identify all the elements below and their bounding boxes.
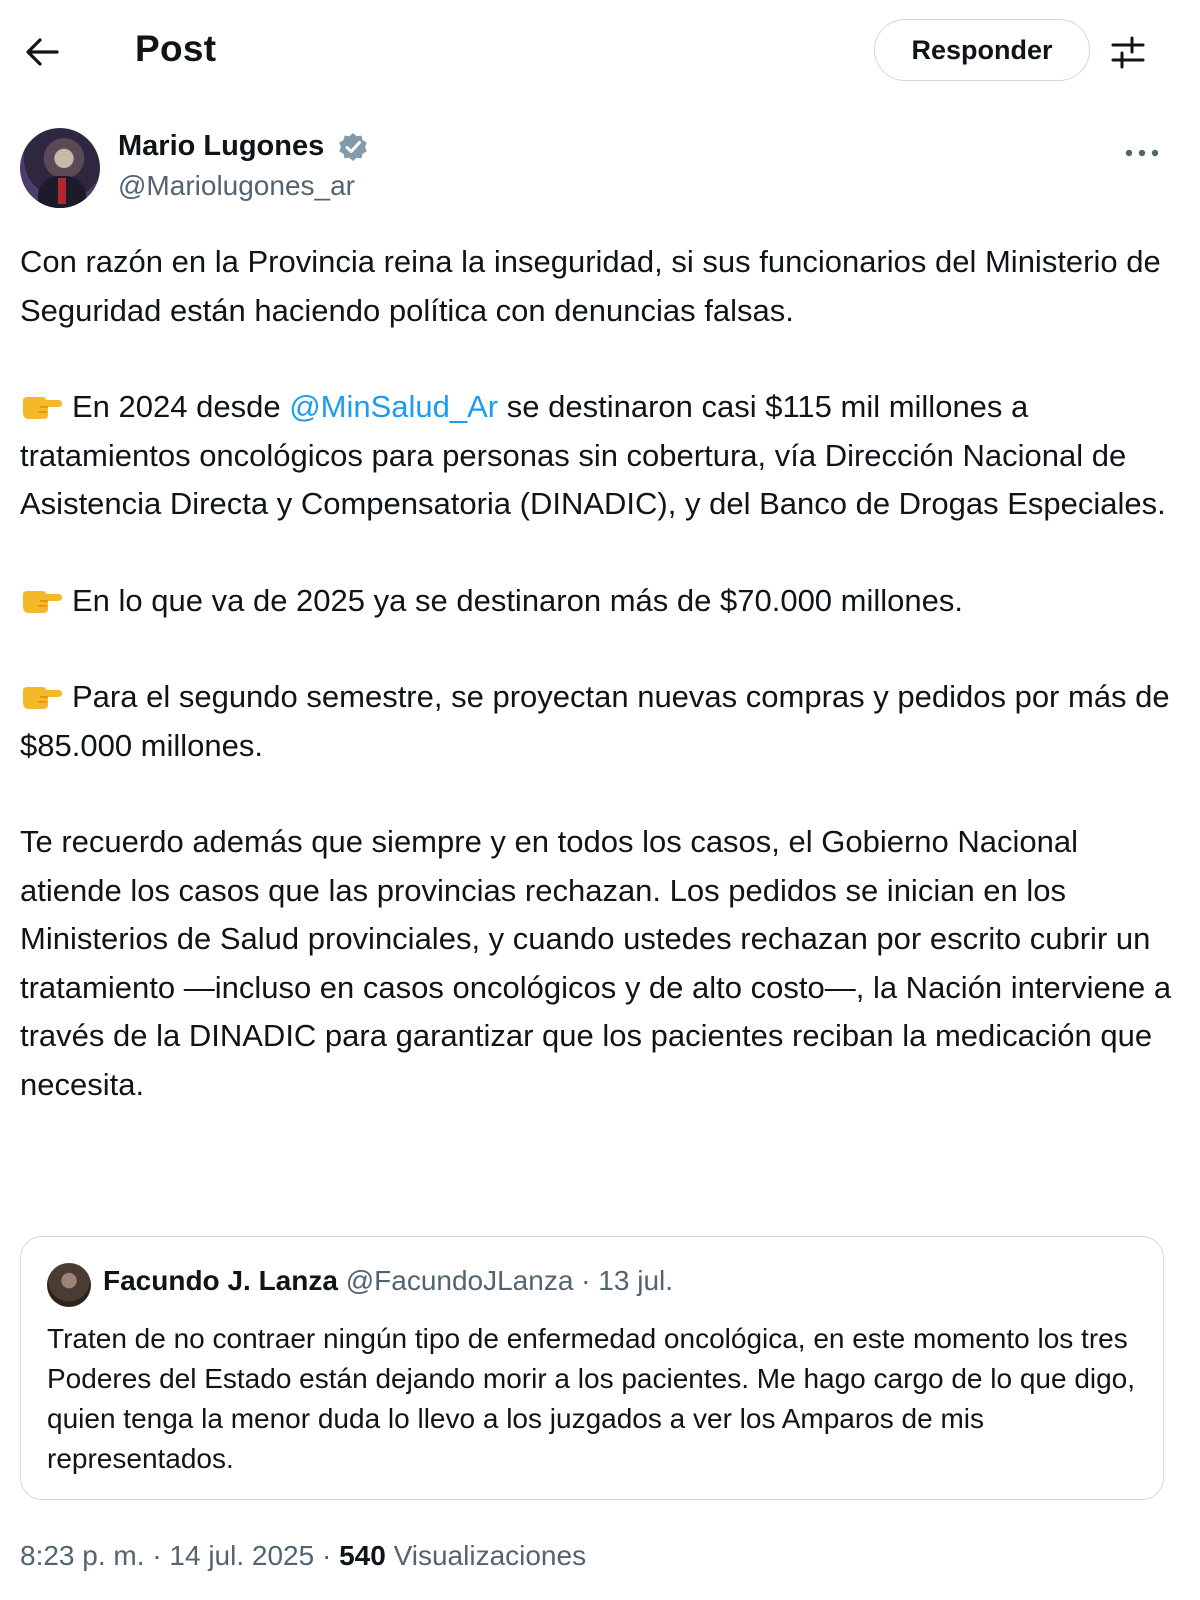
point-1-text-after: se destinaron casi $115 mil millones a tratamientos oncológicos para personas sin cobertura, vía Dirección Nacional de Asistencia Directa y Compensatoria (DINADIC), y del Banco de Drogas Especiales.	[20, 389, 1166, 521]
quoted-avatar[interactable]	[47, 1263, 91, 1307]
meta-separator: ·	[314, 1540, 340, 1571]
post-time[interactable]: 8:23 p. m.	[20, 1540, 145, 1571]
verified-badge-icon	[338, 132, 368, 162]
settings-button[interactable]	[1106, 30, 1150, 74]
quoted-author-name: Facundo J. Lanza	[103, 1265, 338, 1296]
mention-link[interactable]: @MinSalud_Ar	[289, 389, 499, 424]
post-paragraph-point-3	[20, 673, 1180, 770]
back-button[interactable]	[18, 28, 66, 76]
post-metadata	[20, 1540, 586, 1572]
quoted-post[interactable]	[20, 1236, 1164, 1500]
quoted-header	[103, 1265, 673, 1297]
pointing-hand-icon	[20, 391, 64, 421]
sliders-icon	[1110, 35, 1146, 69]
pointing-hand-icon	[20, 681, 64, 711]
more-dots-icon	[1125, 149, 1159, 157]
post-text	[20, 238, 1180, 1109]
reply-button[interactable]: Responder	[874, 19, 1090, 81]
views-label: Visualizaciones	[393, 1540, 587, 1571]
post-paragraph-point-2	[20, 577, 1180, 626]
top-bar	[0, 0, 1200, 100]
author-name[interactable]: Mario Lugones	[118, 130, 325, 162]
point-3-text: Para el segundo semestre, se proyectan nuevas compras y pedidos por más de $85.000 millones.	[20, 679, 1170, 763]
quoted-separator: ·	[573, 1265, 599, 1296]
author-handle[interactable]: @Mariolugones_ar	[118, 170, 355, 201]
quoted-date: 13 jul.	[598, 1265, 674, 1296]
post-date[interactable]: 14 jul. 2025	[169, 1540, 315, 1571]
meta-separator: ·	[144, 1540, 170, 1571]
view-count: 540	[339, 1540, 386, 1571]
post-paragraph-closing: Te recuerdo además que siempre y en todos los casos, el Gobierno Nacional atiende los casos que las provincias rechazan. Los pedidos se inician en los Ministerios de Salud provinciales, y cuando ustedes rechazan por escrito cubrir un tratamiento —incluso en casos oncológicos y de alto costo—, la Nación interviene a través de la DINADIC para garantizar que los pacientes reciban la medicación que necesita.	[20, 824, 1172, 1102]
point-1-text-before: En 2024 desde	[72, 389, 290, 424]
arrow-left-icon	[25, 37, 59, 67]
quoted-author-handle: @FacundoJLanza	[345, 1265, 574, 1296]
quoted-text: Traten de no contraer ningún tipo de enfermedad oncológica, en este momento los tres Poderes del Estado están dejando morir a los pacientes. Me hago cargo de lo que digo, quien tenga la menor duda lo llevo a los juzgados a ver los Amparos de mis representados.	[47, 1323, 1136, 1474]
avatar[interactable]	[20, 128, 100, 208]
post-paragraph-point-1	[20, 383, 1180, 529]
page-title: Post	[135, 28, 217, 69]
more-options-button[interactable]	[1120, 138, 1164, 168]
pointing-hand-icon	[20, 585, 64, 615]
post-author	[20, 128, 1180, 208]
point-2-text: En lo que va de 2025 ya se destinaron más de $70.000 millones.	[72, 582, 963, 618]
post-paragraph-intro: Con razón en la Provincia reina la inseguridad, si sus funcionarios del Ministerio de Seguridad están haciendo política con denuncias falsas.	[20, 244, 1161, 328]
